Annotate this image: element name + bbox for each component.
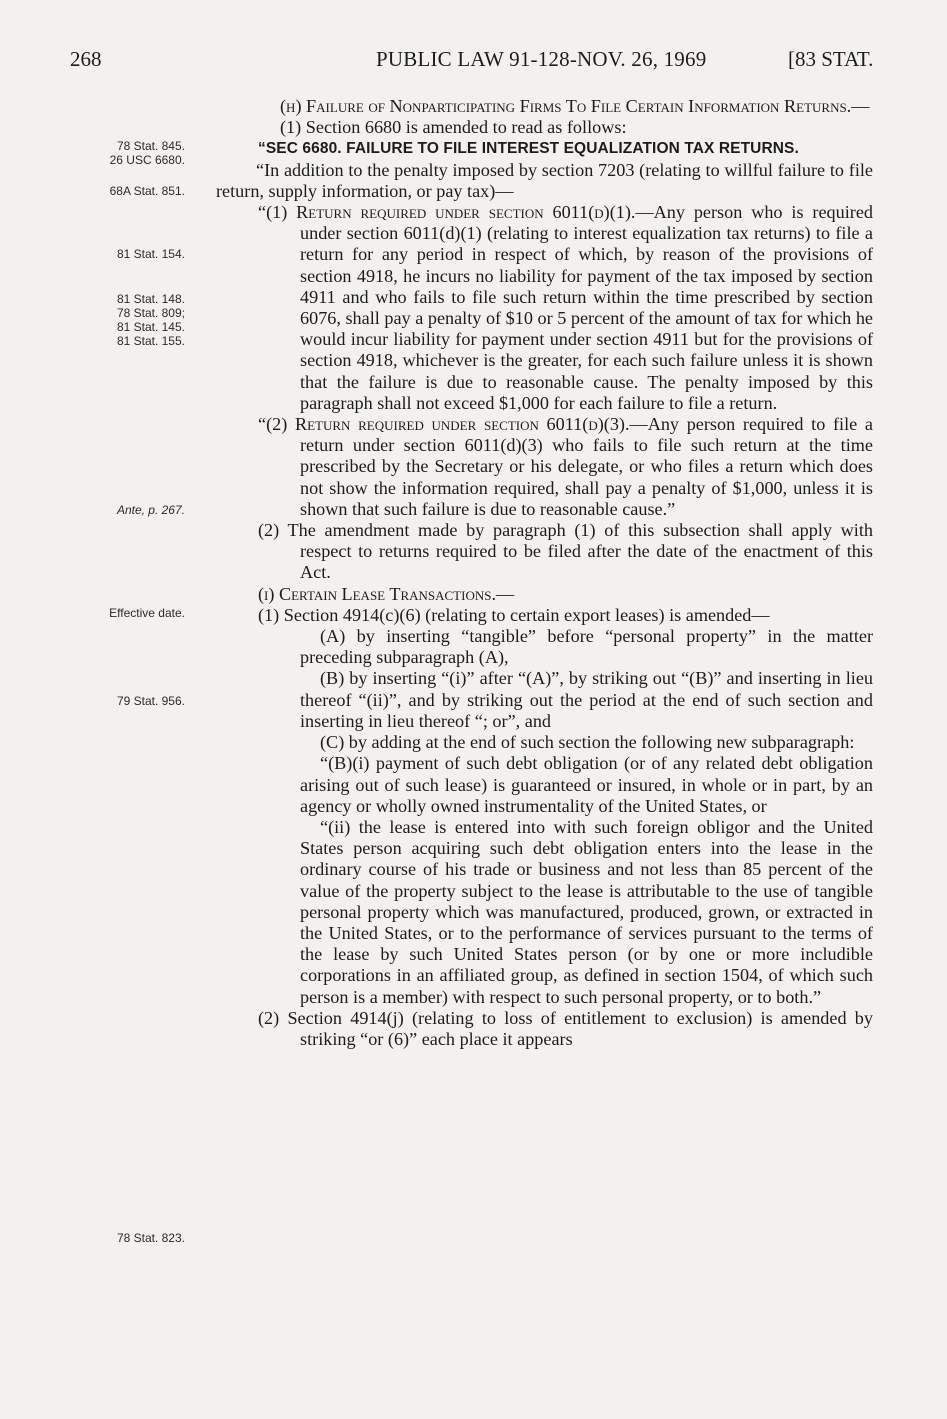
section-6680-heading: “SEC 6680. FAILURE TO FILE INTEREST EQUALIZATION TAX RETURNS. [258, 140, 799, 158]
margin-note: 81 Stat. 154. [116, 247, 185, 261]
page-header [0, 47, 947, 77]
margin-note: 78 Stat. 845. 26 USC 6680. [109, 139, 185, 167]
new-subparagraph-B-ii: “(ii) the lease is entered into with such foreign obligor and the United States person acquiring such debt obligation enters into the lease in the ordinary course of his trade or business and not less than 85 percent of the value of the property subject to the lease is attributable to the use of tangible personal property which was manufactured, produced, grown, or extracted in the United States, or to the performance of services pursuant to the terms of the lease by such United States person (or by one or more includible corporations in an affiliated group, as defined in section 1504, of which such person is a member) with respect to such personal property, or to both.” [300, 816, 873, 1007]
paragraph-i2: (2) Section 4914(j) (relating to loss of entitlement to exclusion) is amended by striking “or (6)” each place it appears [258, 1007, 873, 1049]
page-number: 268 [70, 47, 102, 71]
new-subparagraph-B-i: “(B)(i) payment of such debt obligation (or of any related debt obligation arising out of such lease) is guaranteed or insured, in whole or in part, by an agency or wholly owned instrumentality of the United States, or [300, 753, 873, 816]
margin-note: 81 Stat. 148. 78 Stat. 809; 81 Stat. 145. 81 Stat. 155. [116, 292, 185, 348]
paragraph-i1-B: (B) by inserting “(i)” after “(A)”, by striking out “(B)” and inserting in lieu thereof “(ii)”, and by striking out the period at the end of such section and inserting in lieu thereof “; or”, and [300, 668, 873, 731]
subsection-h-heading: (h) Failure of Nonparticipating Firms To File Certain Information Returns.— [280, 96, 870, 116]
statute-text [216, 96, 873, 1050]
margin-note: 68A Stat. 851. [109, 184, 185, 198]
paragraph-h1: (1) Section 6680 is amended to read as follows: [280, 117, 627, 138]
margin-note: 79 Stat. 956. [116, 694, 185, 708]
subsection-i-heading: (i) Certain Lease Transactions.— [258, 583, 515, 604]
paragraph-i1: (1) Section 4914(c)(6) (relating to certain export leases) is amended— [258, 604, 770, 625]
volume-reference: [83 STAT. [788, 47, 874, 71]
section-6680-intro: “In addition to the penalty imposed by section 7203 (relating to willful failure to file return, supply information, or pay tax)— [216, 159, 873, 201]
margin-note: Ante, p. 267. [116, 503, 185, 517]
margin-note: 78 Stat. 823. [116, 1231, 185, 1245]
paragraph-h2: (2) The amendment made by paragraph (1) of this subsection shall apply with respect to returns required to be filed after the date of the enactment of this Act. [258, 520, 873, 583]
margin-note: Effective date. [109, 606, 185, 620]
running-title: PUBLIC LAW 91-128-NOV. 26, 1969 [376, 47, 707, 71]
paragraph-i1-A: (A) by inserting “tangible” before “personal property” in the matter preceding subparagraph (A), [300, 626, 873, 668]
section-6680-paragraph-1: “(1) Return required under section 6011(d)(1).—Any person who is required under section 6011(d)(1) (relating to interest equalization tax returns) to file a return for any period in respect of which, by reason of the provisions of section 4918, he incurs no liability for payment of the tax imposed by section 4911 and who fails to file such return within the time prescribed by section 6076, shall pay a penalty of $10 or 5 percent of the amount of tax for which he would incur liability for payment under section 4911 but for the provisions of section 4918, whichever is the greater, for each such failure unless it is shown that the failure is due to reasonable cause. The penalty imposed by this paragraph shall not exceed $1,000 for each failure to file a return. [258, 202, 873, 413]
paragraph-i1-C: (C) by adding at the end of such section the following new subparagraph: [320, 732, 855, 753]
section-6680-paragraph-2: “(2) Return required under section 6011(d)(3).—Any person required to file a return under section 6011(d)(3) who fails to file such return at the time prescribed by the Secretary or his delegate, or who files a return which does not show the information required, shall pay a penalty of $1,000, unless it is shown that such failure is due to reasonable cause.” [258, 414, 873, 519]
